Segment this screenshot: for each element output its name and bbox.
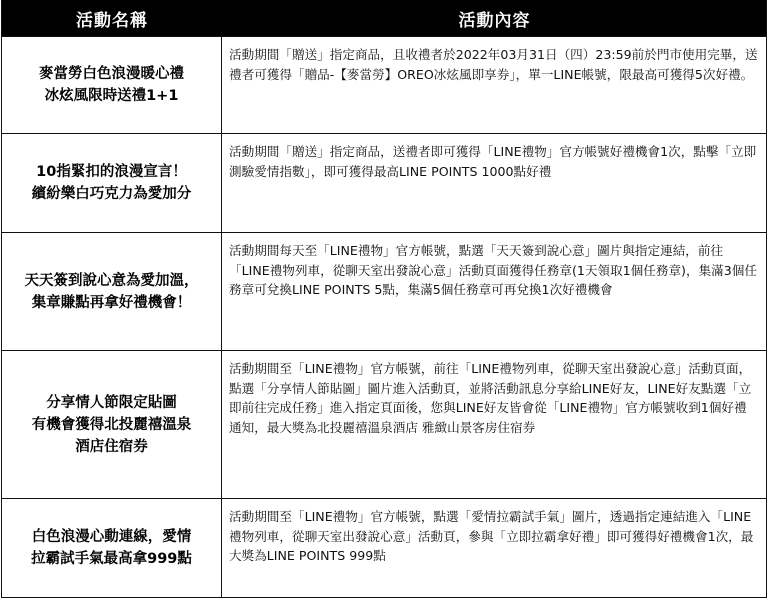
activity-name: 10指緊扣的浪漫宣言！ 繽紛樂白巧克力為愛加分 xyxy=(2,134,222,232)
activity-content: 活動期間「贈送」指定商品，送禮者即可獲得「LINE禮物」官方帳號好禮機會1次，點擊「立即測驗愛情指數」，即可獲得最高LINE POINTS 1000點好禮 xyxy=(229,144,757,179)
table-row xyxy=(2,350,766,498)
activity-name: 白色浪漫心動連線，愛情 拉霸試手氣最高拿999點 xyxy=(2,499,222,597)
activity-name: 麥當勞白色浪漫暖心禮 冰炫風限時送禮1+1 xyxy=(2,37,222,133)
activity-name: 天天簽到說心意為愛加溫， 集章賺點再拿好禮機會！ xyxy=(2,233,222,350)
activity-content: 活動期間「贈送」指定商品，且收禮者於2022年03月31日（四）23:59前於門市使用完畢，送禮者可獲得「贈品-【麥當勞】OREO冰炫風即享券」，單一LINE帳號，限最高可獲得5次好禮。 xyxy=(229,47,758,82)
activity-content: 活動期間每天至「LINE禮物」官方帳號，點選「天天簽到說心意」圖片與指定連結，前往「LINE禮物列車，從聊天室出發說心意」活動頁面獲得任務章(1天領取1個任務章)，集滿3個任務章可兌換LINE POINTS 5點，集滿5個任務章可再兌換1次好禮機會 xyxy=(229,243,757,297)
table-header xyxy=(2,0,766,36)
table-row xyxy=(2,133,766,232)
table-row xyxy=(2,498,766,597)
header-activity-content: 活動內容 xyxy=(458,10,531,31)
table-row xyxy=(2,232,766,350)
header-activity-name: 活動名稱 xyxy=(2,0,223,36)
table-row xyxy=(2,36,766,133)
activity-content: 活動期間至「LINE禮物」官方帳號，前往「LINE禮物列車，從聊天室出發說心意」活動頁面，點選「分享情人節貼圖」圖片進入活動頁，並將活動訊息分享給LINE好友，LINE好友點選「立即前往完成任務」進入指定頁面後，您與LINE好友皆會從「LINE禮物」官方帳號收到1個好禮通知，最大獎為北投麗禧溫泉酒店 雅緻山景客房住宿券 xyxy=(229,361,752,435)
activity-content: 活動期間至「LINE禮物」官方帳號，點選「愛情拉霸試手氣」圖片，透過指定連結進入「LINE禮物列車，從聊天室出發說心意」活動頁，參與「立即拉霸拿好禮」即可獲得好禮機會1次，最大獎為LINE POINTS 999點 xyxy=(229,509,754,563)
activity-table xyxy=(1,0,767,598)
activity-name: 分享情人節限定貼圖 有機會獲得北投麗禧溫泉 酒店住宿券 xyxy=(2,351,222,498)
